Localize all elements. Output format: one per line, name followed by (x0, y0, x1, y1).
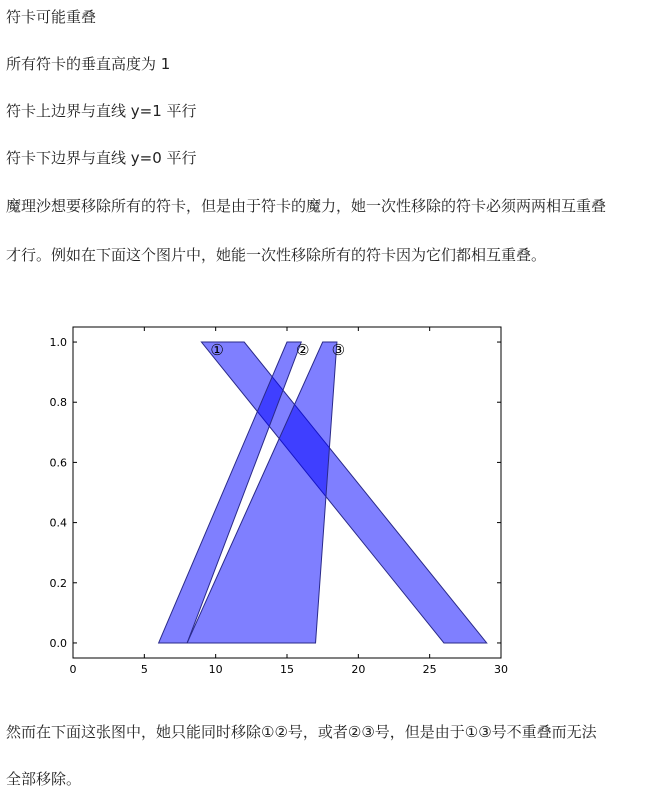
card-label-1: ① (210, 341, 224, 360)
y-tick-label: 0.6 (49, 456, 67, 470)
paragraph-8: 全部移除。 (6, 770, 82, 788)
x-tick-label: 20 (351, 663, 366, 676)
paragraph-5: 魔理沙想要移除所有的符卡，但是由于符卡的魔力，她一次性移除的符卡必须两两相互重叠 (6, 197, 607, 215)
x-tick-label: 30 (494, 663, 508, 676)
x-tick-label: 0 (69, 663, 77, 676)
paragraph-1: 符卡可能重叠 (6, 8, 97, 26)
y-tick-label: 0.2 (49, 576, 67, 590)
y-tick-label: 1.0 (49, 336, 67, 350)
paragraph-6: 才行。例如在下面这个图片中，她能一次性移除所有的符卡因为它们都相互重叠。 (6, 246, 547, 264)
x-tick-label: 5 (140, 663, 148, 676)
card-label-2: ② (295, 341, 310, 360)
x-tick-label: 25 (422, 663, 437, 676)
y-tick-label: 0.0 (49, 636, 67, 650)
x-tick-label: 15 (280, 663, 294, 676)
y-tick-label: 0.4 (49, 516, 67, 530)
paragraph-3: 符卡上边界与直线 y=1 平行 (6, 102, 197, 120)
paragraph-2: 所有符卡的垂直高度为 1 (6, 55, 171, 73)
card-label-3: ③ (331, 341, 346, 360)
paragraph-7: 然而在下面这张图中，她只能同时移除①②号，或者②③号，但是由于①③号不重叠而无法 (6, 723, 597, 741)
x-tick-label: 10 (208, 663, 223, 676)
y-tick-label: 0.8 (49, 396, 67, 410)
paragraph-4: 符卡下边界与直线 y=0 平行 (6, 149, 197, 167)
